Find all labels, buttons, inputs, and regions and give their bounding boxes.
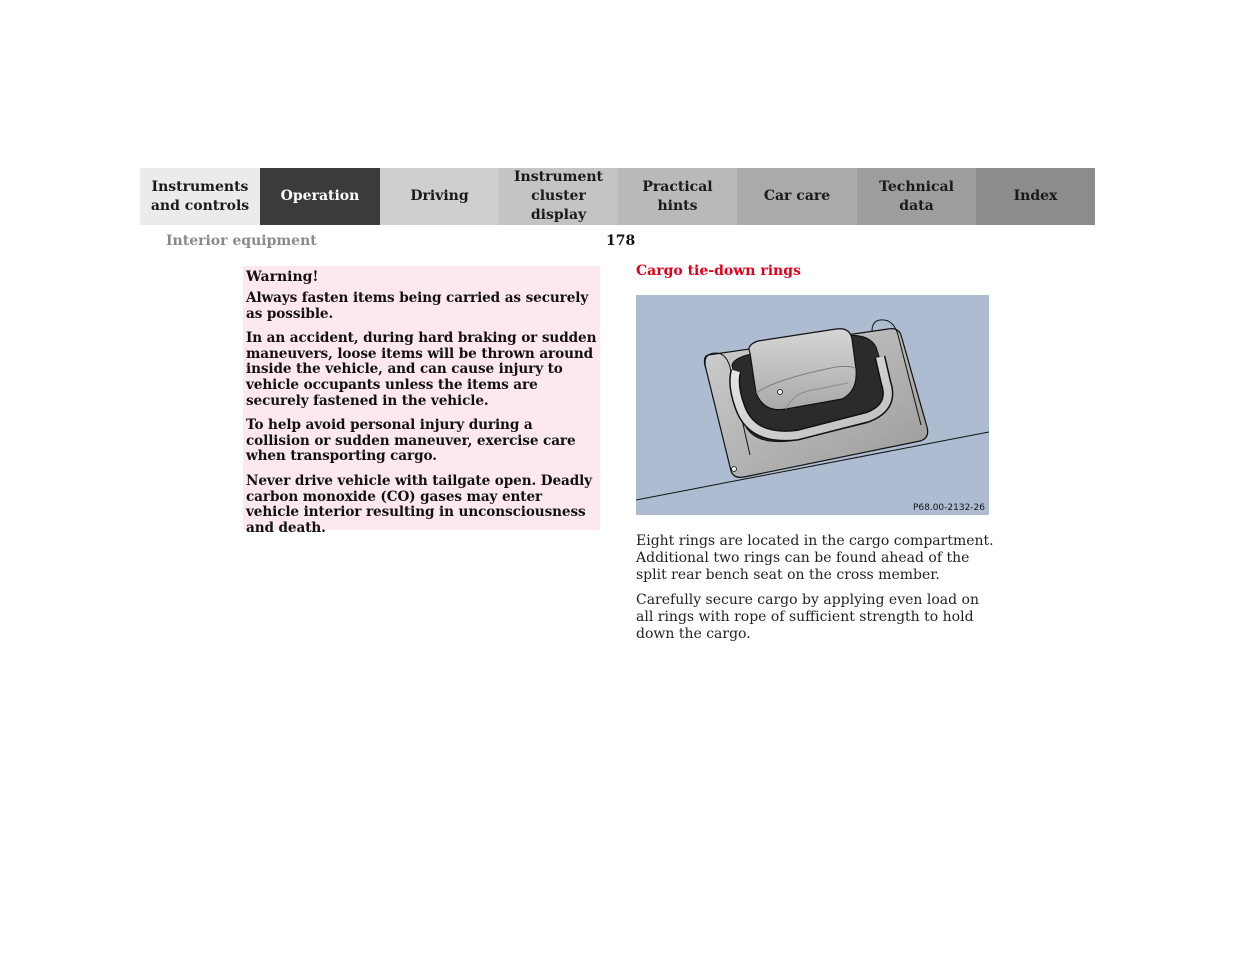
section-label: Interior equipment [166,233,317,249]
warning-paragraph: In an accident, during hard braking or sudden maneuvers, loose items will be thrown around inside the vehicle, and can cause injury to vehicle occupants unless the items are securely fastened in the vehicle. [246,330,597,409]
page-number: 178 [606,233,636,249]
nav-tab[interactable]: Car care [737,168,857,225]
cargo-ring-illustration [636,295,989,515]
nav-tab[interactable]: Technical data [857,168,976,225]
tie-down-ring-drawing [636,295,989,515]
warning-paragraph: Always fasten items being carried as securely as possible. [246,290,589,322]
nav-tab[interactable]: Instruments and controls [140,168,260,225]
nav-tab[interactable]: Index [976,168,1095,225]
warning-box [243,266,600,536]
figure-code: P68.00-2132-26 [912,503,985,513]
chapter-nav [140,168,1095,225]
warning-paragraph: Never drive vehicle with tailgate open. Deadly carbon monoxide (CO) gases may enter vehicle interior resulting in unconsciousness and death. [246,472,592,536]
warning-paragraph: To help avoid personal injury during a collision or sudden maneuver, exercise care when transporting cargo. [246,417,576,465]
body-paragraph: Eight rings are located in the cargo compartment. Additional two rings can be found ahead of the split rear bench seat on the cross member. [636,533,994,583]
section-heading: Cargo tie-down rings [636,263,801,279]
body-text [636,533,996,651]
nav-tab[interactable]: Instrument cluster display [499,168,618,225]
nav-tab[interactable]: Operation [260,168,380,225]
warning-title: Warning! [246,269,319,285]
body-paragraph: Carefully secure cargo by applying even load on all rings with rope of sufficient strength to hold down the cargo. [636,592,979,642]
nav-tab[interactable]: Practical hints [618,168,737,225]
nav-tab[interactable]: Driving [380,168,499,225]
